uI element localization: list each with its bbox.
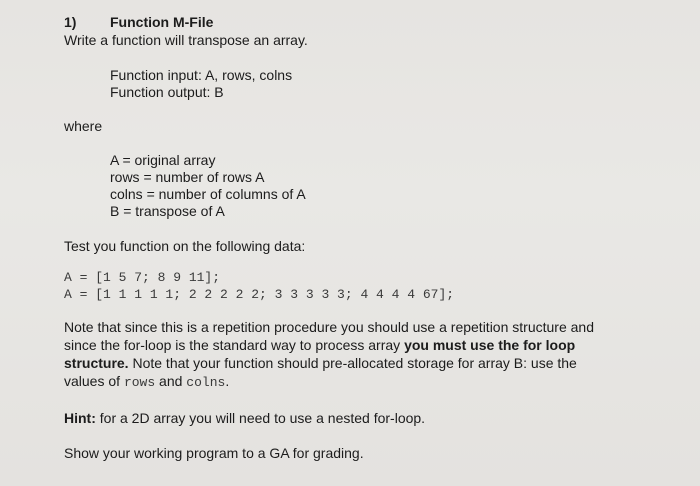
definition-line: A = original array: [110, 152, 216, 168]
note-text: Note that your function should pre-allocated storage for array B: use the: [128, 355, 577, 371]
definition-line: rows = number of rows A: [110, 169, 265, 185]
test-intro: Test you function on the following data:: [64, 238, 306, 254]
note-text: and: [155, 373, 187, 389]
hint-text: for a 2D array you will need to use a nested for-loop.: [95, 410, 426, 426]
where-label: where: [64, 118, 103, 134]
problem-title: Function M-File: [110, 14, 214, 30]
note-line: [64, 354, 664, 372]
note-line: [64, 336, 664, 354]
note-line: Note that since this is a repetition procedure you should use a repetition structure and: [64, 319, 594, 335]
rows-code: rows: [123, 375, 156, 390]
definition-line: colns = number of columns of A: [110, 186, 306, 202]
note-emphasis: you must use the for loop: [404, 337, 576, 353]
note-emphasis: structure.: [64, 355, 129, 371]
function-output: Function output: B: [110, 84, 224, 100]
note-text: since the for-loop is the standard way to process array: [64, 337, 405, 353]
problem-number: 1): [64, 14, 77, 30]
code-line: A = [1 1 1 1 1; 2 2 2 2 2; 3 3 3 3 3; 4 4 4 4 67];: [64, 287, 455, 302]
instruction-text: Write a function will transpose an array.: [64, 32, 308, 48]
hint-label: Hint:: [64, 410, 96, 426]
code-line: A = [1 5 7; 8 9 11];: [64, 270, 221, 285]
hint-line: [64, 410, 425, 427]
closing-line: Show your working program to a GA for grading.: [64, 445, 364, 461]
note-paragraph: [64, 318, 664, 392]
note-text: values of: [64, 373, 124, 389]
note-line: [64, 372, 664, 392]
colns-code: colns: [186, 375, 226, 390]
definition-line: B = transpose of A: [110, 203, 225, 219]
note-text: .: [225, 373, 230, 389]
function-input: Function input: A, rows, colns: [110, 67, 293, 83]
